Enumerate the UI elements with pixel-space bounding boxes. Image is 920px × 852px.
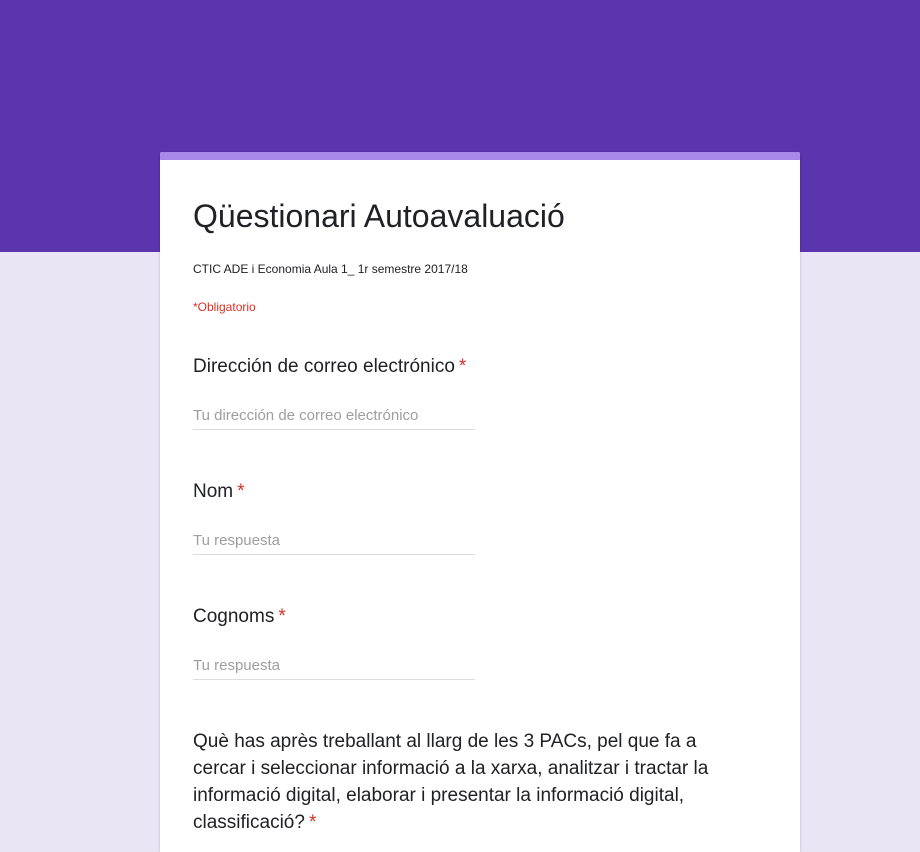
email-input[interactable] bbox=[193, 401, 475, 430]
question-label bbox=[193, 479, 773, 505]
question-label bbox=[193, 604, 773, 630]
cognoms-input[interactable] bbox=[193, 651, 475, 680]
required-asterisk: * bbox=[458, 356, 467, 377]
form-title: Qüestionari Autoavaluació bbox=[193, 198, 565, 234]
question-learning bbox=[193, 728, 773, 836]
form-card bbox=[160, 152, 800, 852]
question-email bbox=[193, 354, 773, 430]
form-description: CTIC ADE i Economia Aula 1_ 1r semestre 2017/18 bbox=[193, 262, 468, 276]
card-accent-bar bbox=[160, 152, 800, 160]
question-title: Cognoms bbox=[193, 606, 275, 627]
required-asterisk: * bbox=[278, 606, 286, 627]
question-title: Nom bbox=[193, 481, 234, 502]
question-label bbox=[193, 354, 773, 380]
question-title: Dirección de correo electrónico bbox=[193, 356, 455, 377]
required-asterisk: * bbox=[308, 812, 317, 833]
required-note: *Obligatorio bbox=[193, 300, 256, 314]
required-asterisk: * bbox=[237, 481, 245, 502]
question-title: Què has après treballant al llarg de les 3 PACs, pel que fa a cercar i seleccionar informació a la xarxa, analitzar i tractar la informació digital, elaborar i presentar la informació digital, classificació? bbox=[193, 731, 709, 833]
nom-input[interactable] bbox=[193, 526, 475, 555]
question-nom bbox=[193, 479, 773, 555]
question-label bbox=[193, 728, 753, 836]
question-cognoms bbox=[193, 604, 773, 680]
